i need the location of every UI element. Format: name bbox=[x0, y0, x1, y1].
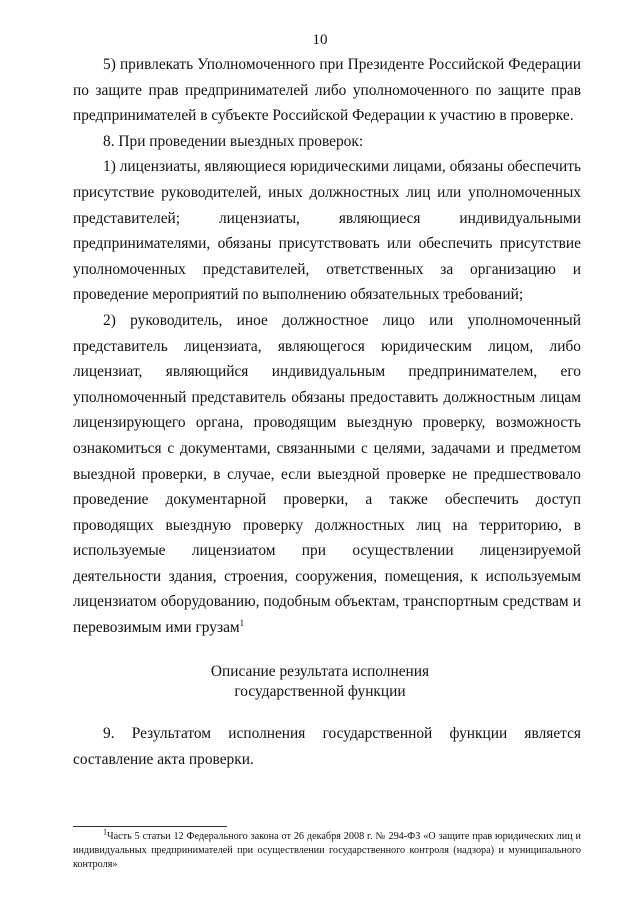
page-number: 10 bbox=[312, 32, 328, 48]
footnote-mark: 1 bbox=[103, 827, 107, 837]
footnote-text: Часть 5 статьи 12 Федерального закона от 26 декабря 2008 г. № 294-ФЗ «О защите прав юридических лиц и индивидуальных предпринимателей при осуществлении государственного контроля (надзора) и муниципального контроля» bbox=[73, 831, 581, 870]
footnote-separator bbox=[73, 826, 227, 827]
body-text bbox=[73, 52, 581, 641]
paragraph-8: 8. При проведении выездных проверок: bbox=[103, 132, 364, 150]
section-heading-line-2: государственной функции bbox=[234, 683, 406, 700]
footnote-reference[interactable]: 1 bbox=[239, 617, 245, 628]
paragraph-5: 5) привлекать Уполномоченного при Президенте Российской Федерации по защите прав предпринимателей либо уполномоченного по защите прав предпринимателей в субъекте Российской Федерации к участию в проверке. bbox=[73, 56, 581, 125]
section-heading-line-1: Описание результата исполнения bbox=[210, 663, 430, 680]
paragraph-8-1: 1) лицензиаты, являющиеся юридическими лицами, обязаны обеспечить присутствие руководителей, иных должностных лиц или уполномоченных представителей; лицензиаты, являющиеся индивидуальными предпринимателями, обязаны присутствовать или обеспечить присутствие уполномоченных представителей, ответственных за организацию и проведение мероприятий по выполнению обязательных требований; bbox=[73, 158, 581, 304]
paragraph-8-2 bbox=[73, 308, 581, 641]
paragraph-9-block bbox=[73, 721, 581, 772]
paragraph-9: 9. Результатом исполнения государственной функции является составление акта проверки. bbox=[73, 725, 581, 768]
footnote bbox=[73, 827, 581, 871]
paragraph-8-2-text: 2) руководитель, иное должностное лицо или уполномоченный представитель лицензиата, являющегося юридическим лицом, либо лицензиат, являющийся индивидуальным предпринимателем, его уполномоченный представитель обязаны предоставить должностным лицам лицензирующего органа, проводящим выездную проверку, возможность ознакомиться с документами, связанными с целями, задачами и предметом выездной проверки, в случае, если выездной проверке не предшествовало проведение документарной проверки, а также обеспечить доступ проводящих выездную проверку должностных лиц на территорию, в используемые лицензиатом при осуществлении лицензируемой деятельности здания, строения, сооружения, помещения, к используемым лицензиатом оборудованию, подобным объектам, транспортным средствам и перевозимым ими грузам bbox=[73, 311, 581, 637]
section-heading bbox=[0, 662, 640, 702]
